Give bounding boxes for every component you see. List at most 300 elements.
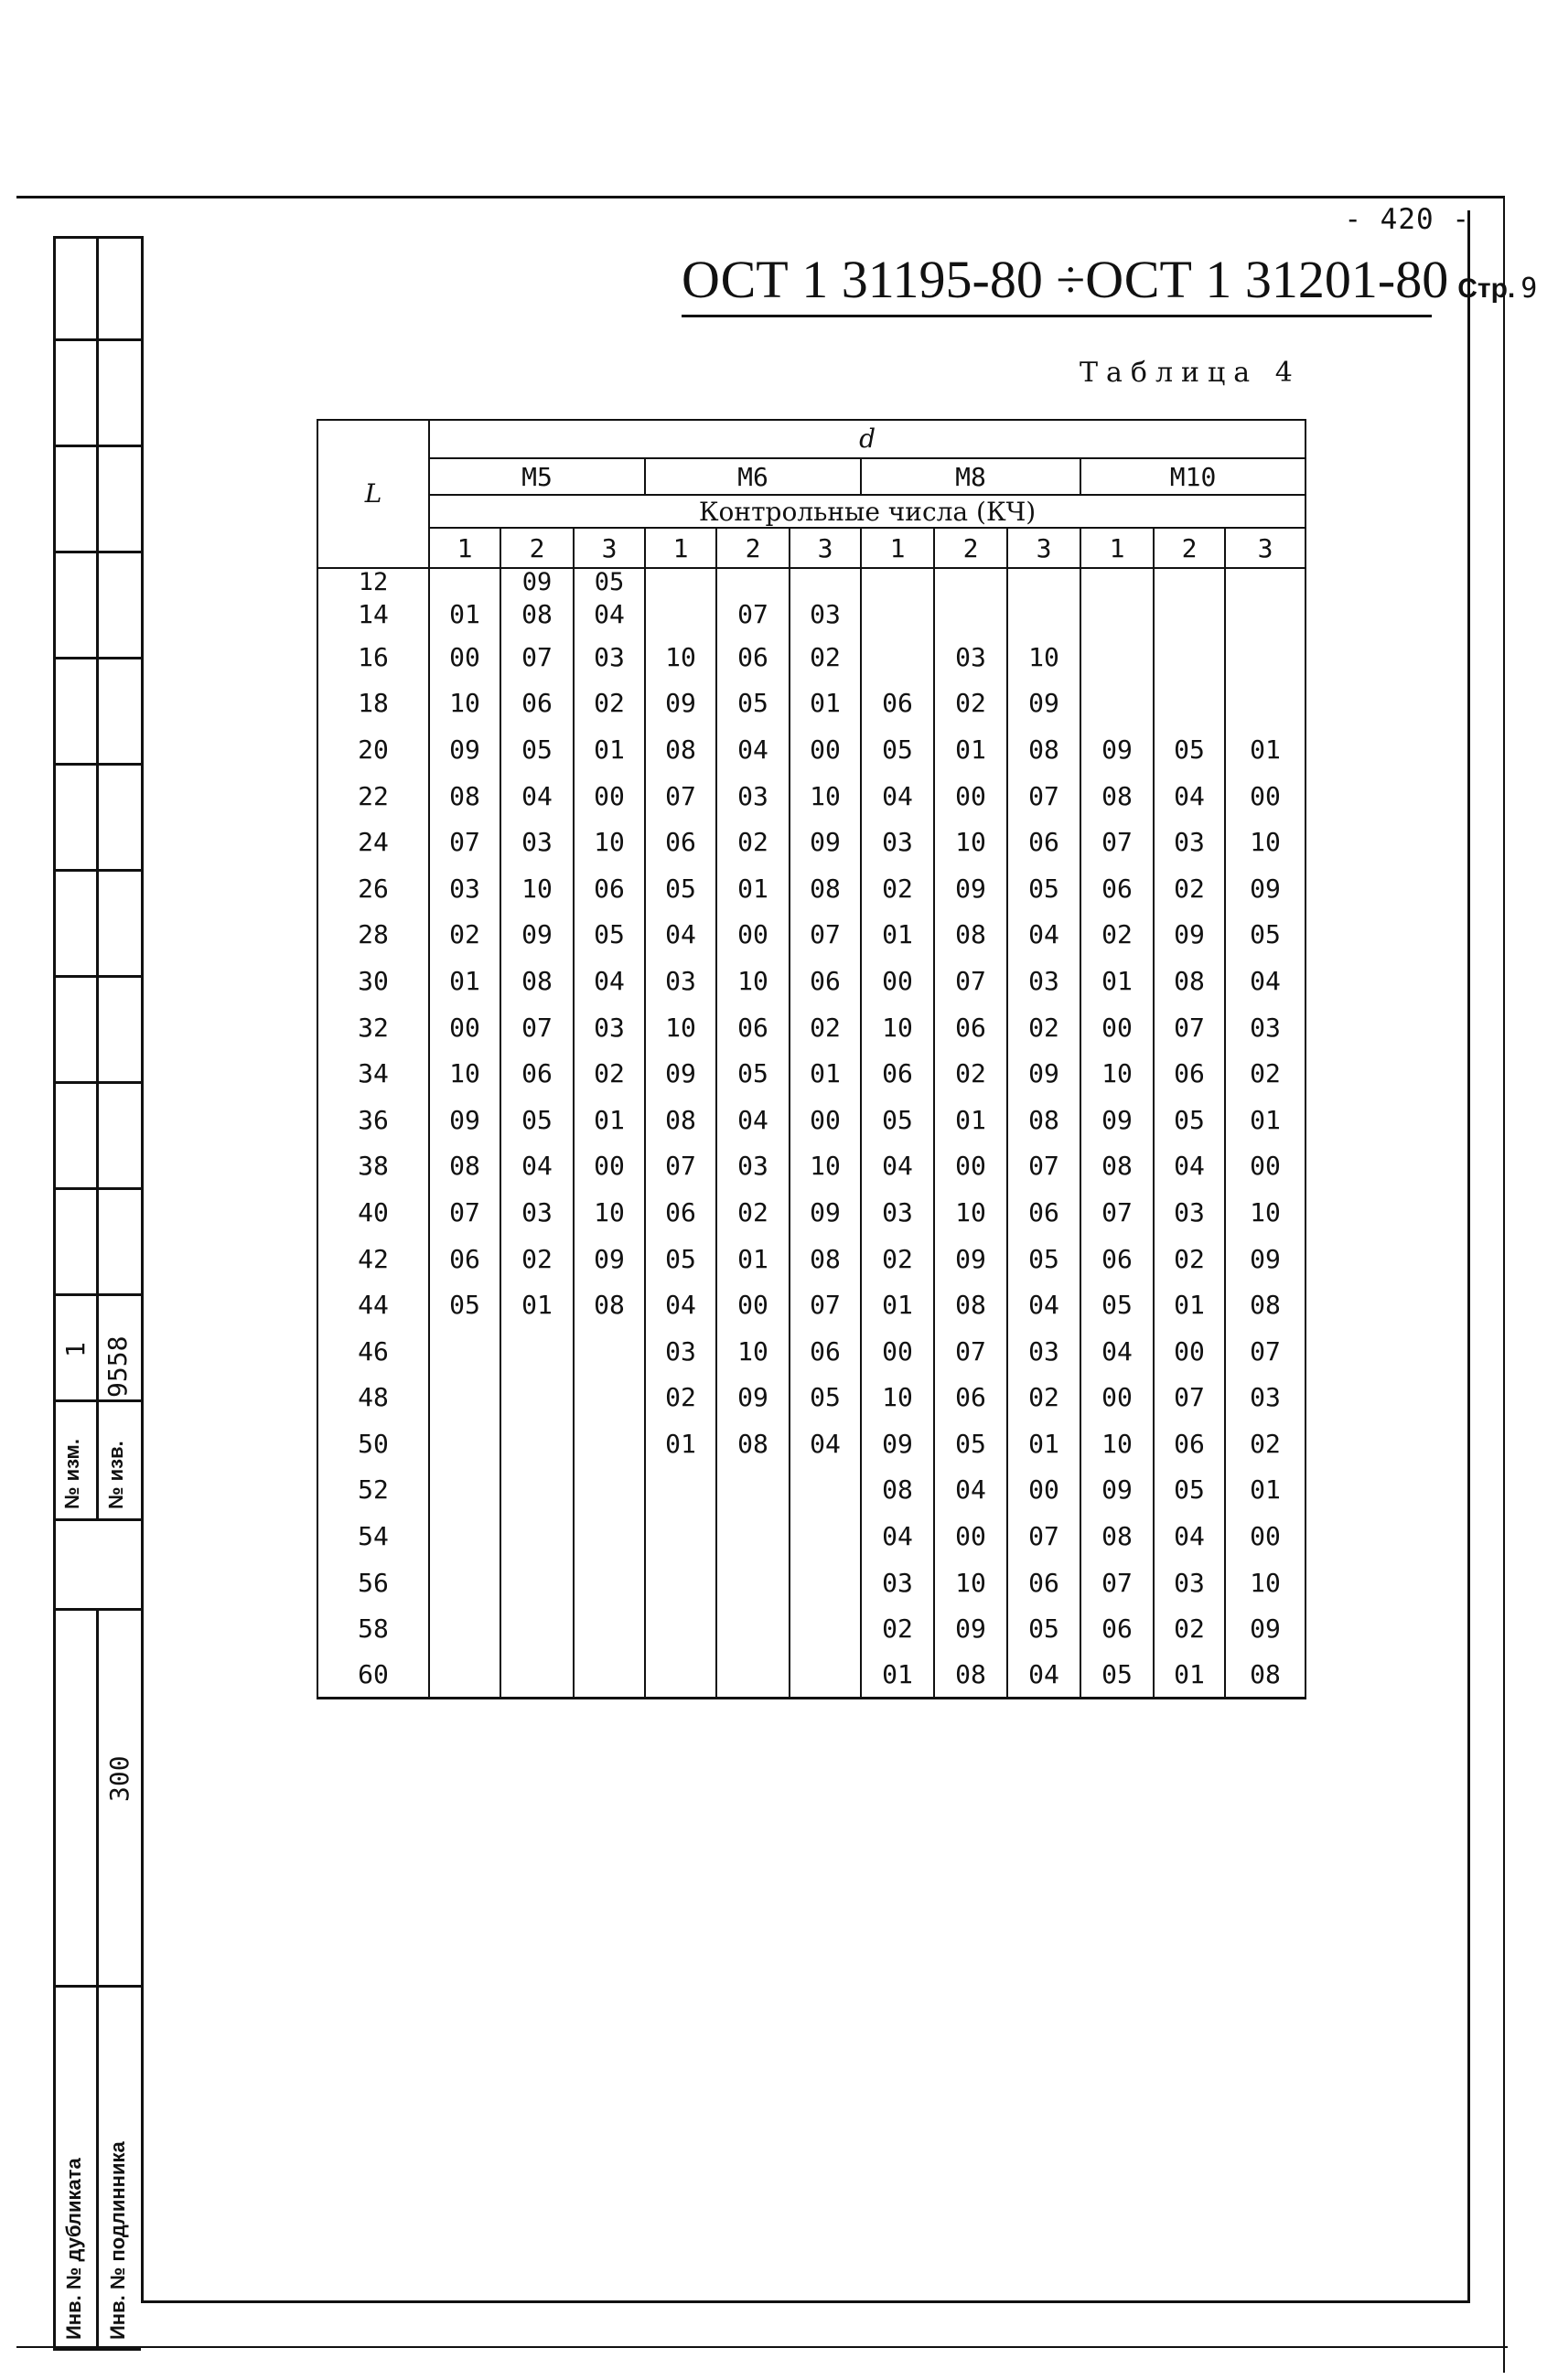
control-number-cell: 06	[429, 1236, 500, 1282]
control-number-cell: 08	[861, 1467, 934, 1514]
control-number-cell: 02	[500, 1236, 574, 1282]
control-number-cell: 06	[861, 681, 934, 727]
control-number-cell: 07	[429, 1189, 500, 1236]
group-header: М5	[429, 458, 645, 495]
control-number-cell: 01	[429, 595, 500, 634]
control-number-cell: 10	[861, 1004, 934, 1051]
control-number-cell: 00	[1225, 773, 1305, 820]
control-number-cell: 01	[716, 865, 790, 912]
control-number-cell: 05	[934, 1420, 1007, 1467]
control-number-cell: 09	[934, 865, 1007, 912]
control-number-cell	[574, 1513, 645, 1560]
control-number-cell	[1225, 634, 1305, 681]
control-number-cell	[429, 1652, 500, 1699]
control-number-cell: 09	[1007, 681, 1080, 727]
control-number-cell: 09	[1225, 1605, 1305, 1652]
change-no-label: № изм.	[60, 1439, 83, 1509]
control-number-cell	[1225, 681, 1305, 727]
control-number-cell: 07	[1080, 1189, 1154, 1236]
control-number-cell	[1007, 595, 1080, 634]
control-number-cell: 05	[716, 1050, 790, 1097]
control-number-cell	[790, 1467, 861, 1514]
control-number-cell: 08	[790, 865, 861, 912]
control-number-cell: 06	[716, 634, 790, 681]
control-number-cell: 02	[934, 681, 1007, 727]
control-number-cell: 05	[574, 568, 645, 595]
table-row	[317, 912, 1305, 959]
length-cell: 46	[317, 1328, 429, 1375]
control-number-cell: 00	[934, 1143, 1007, 1190]
control-number-cell: 08	[934, 912, 1007, 959]
control-number-cell: 00	[1154, 1328, 1225, 1375]
control-number-cell: 04	[574, 595, 645, 634]
control-number-cell	[500, 1375, 574, 1421]
page-number: - 420 -	[1344, 203, 1470, 236]
control-number-cell	[934, 595, 1007, 634]
control-number-cell: 01	[716, 1236, 790, 1282]
length-cell: 18	[317, 681, 429, 727]
control-number-cell: 00	[574, 1143, 645, 1190]
length-cell: 16	[317, 634, 429, 681]
length-cell: 30	[317, 958, 429, 1004]
control-number-cell: 09	[1080, 1097, 1154, 1143]
control-number-cell: 00	[429, 634, 500, 681]
control-number-cell	[790, 1605, 861, 1652]
group-header: М6	[645, 458, 861, 495]
table-row	[317, 1328, 1305, 1375]
control-number-cell: 06	[934, 1375, 1007, 1421]
control-number-cell: 02	[574, 1050, 645, 1097]
length-cell: 20	[317, 726, 429, 773]
control-number-cell	[790, 568, 861, 595]
control-number-cell	[574, 1652, 645, 1699]
control-number-cell: 05	[500, 726, 574, 773]
control-number-cell	[574, 1420, 645, 1467]
control-number-cell: 08	[1225, 1652, 1305, 1699]
control-number-cell: 08	[716, 1420, 790, 1467]
control-number-cell: 06	[1007, 1189, 1080, 1236]
control-number-cell: 08	[500, 958, 574, 1004]
control-number-cell: 03	[790, 595, 861, 634]
control-number-cell: 06	[861, 1050, 934, 1097]
table-row	[317, 681, 1305, 727]
control-number-cell: 03	[861, 1560, 934, 1606]
control-number-cell: 09	[1225, 865, 1305, 912]
control-number-cell	[574, 1560, 645, 1606]
control-number-cell: 01	[790, 1050, 861, 1097]
control-number-cell: 06	[1080, 1236, 1154, 1282]
control-number-cell: 09	[500, 568, 574, 595]
notice-no-value: 9558	[102, 1335, 133, 1398]
control-number-cell: 02	[574, 681, 645, 727]
control-number-cell: 08	[645, 1097, 716, 1143]
control-number-cell: 10	[1225, 819, 1305, 865]
control-number-cell	[861, 595, 934, 634]
group-header: М8	[861, 458, 1080, 495]
control-number-cell: 03	[500, 819, 574, 865]
control-number-cell: 00	[716, 1281, 790, 1328]
control-number-cell: 01	[1225, 726, 1305, 773]
control-number-cell: 05	[1080, 1652, 1154, 1699]
control-number-cell: 00	[861, 1328, 934, 1375]
sub-column-header: 2	[1154, 528, 1225, 568]
control-number-cell: 09	[429, 1097, 500, 1143]
control-number-cell: 05	[645, 865, 716, 912]
control-number-cell	[645, 568, 716, 595]
control-number-cell: 05	[1007, 865, 1080, 912]
control-number-cell: 01	[934, 726, 1007, 773]
control-number-cell: 02	[1007, 1004, 1080, 1051]
control-number-cell	[716, 1467, 790, 1514]
control-number-cell	[574, 1328, 645, 1375]
control-number-cell: 03	[1225, 1375, 1305, 1421]
control-number-cell: 00	[1080, 1004, 1154, 1051]
control-number-cell: 08	[790, 1236, 861, 1282]
table-row	[317, 1189, 1305, 1236]
control-number-cell: 03	[1007, 958, 1080, 1004]
control-number-cell: 00	[429, 1004, 500, 1051]
control-number-cell	[1154, 595, 1225, 634]
control-number-cell	[645, 1605, 716, 1652]
control-number-cell: 08	[429, 773, 500, 820]
control-number-cell: 08	[500, 595, 574, 634]
control-number-cell: 04	[861, 1513, 934, 1560]
control-number-cell: 10	[1080, 1050, 1154, 1097]
control-number-cell	[500, 1467, 574, 1514]
control-number-cell	[645, 595, 716, 634]
control-number-cell: 09	[790, 1189, 861, 1236]
control-number-cell: 10	[429, 1050, 500, 1097]
table-row	[317, 568, 1305, 595]
table-row	[317, 634, 1305, 681]
control-number-cell	[429, 1467, 500, 1514]
control-number-cell: 10	[574, 819, 645, 865]
control-number-cell	[645, 1560, 716, 1606]
left-margin-stamp	[53, 236, 141, 2351]
control-number-cell: 07	[1080, 819, 1154, 865]
control-number-cell: 01	[645, 1420, 716, 1467]
length-cell: 32	[317, 1004, 429, 1051]
control-number-cell	[716, 1605, 790, 1652]
control-number-cell: 07	[934, 958, 1007, 1004]
control-number-cell: 01	[574, 726, 645, 773]
length-cell: 48	[317, 1375, 429, 1421]
table-row	[317, 1513, 1305, 1560]
frame-left-line	[141, 236, 144, 2303]
table-row	[317, 1560, 1305, 1606]
control-number-cell: 04	[1154, 1513, 1225, 1560]
table-row	[317, 726, 1305, 773]
control-number-cell	[1080, 681, 1154, 727]
table-row	[317, 1143, 1305, 1190]
notice-no-label: № изв.	[104, 1441, 127, 1509]
control-number-cell: 05	[716, 681, 790, 727]
control-number-cell: 02	[790, 634, 861, 681]
control-number-cell	[716, 1560, 790, 1606]
control-number-cell	[1080, 634, 1154, 681]
control-number-cell: 10	[1007, 634, 1080, 681]
sub-column-header: 2	[716, 528, 790, 568]
control-number-cell: 03	[861, 1189, 934, 1236]
control-number-cell: 09	[790, 819, 861, 865]
length-cell: 58	[317, 1605, 429, 1652]
control-number-cell: 03	[429, 865, 500, 912]
control-number-cell: 04	[1225, 958, 1305, 1004]
sub-column-header: 1	[861, 528, 934, 568]
control-number-cell: 03	[1225, 1004, 1305, 1051]
control-number-cell: 01	[1080, 958, 1154, 1004]
control-number-cell: 05	[1154, 1097, 1225, 1143]
control-numbers-header: Контрольные числа (КЧ)	[429, 495, 1305, 528]
control-number-cell: 03	[645, 958, 716, 1004]
frame-bottom-line	[141, 2300, 1470, 2303]
control-number-cell: 02	[790, 1004, 861, 1051]
control-number-cell: 02	[1154, 1605, 1225, 1652]
control-number-cell: 07	[500, 634, 574, 681]
table-row	[317, 773, 1305, 820]
sub-column-header: 2	[500, 528, 574, 568]
control-number-cell: 04	[1080, 1328, 1154, 1375]
control-number-cell: 09	[645, 1050, 716, 1097]
d-header: d	[429, 420, 1305, 458]
control-number-cell: 06	[1080, 1605, 1154, 1652]
control-number-cell: 02	[1225, 1050, 1305, 1097]
control-number-cell: 07	[1154, 1004, 1225, 1051]
control-number-cell: 00	[934, 773, 1007, 820]
control-number-cell: 09	[429, 726, 500, 773]
control-number-cell: 10	[574, 1189, 645, 1236]
control-number-cell: 03	[500, 1189, 574, 1236]
length-cell: 24	[317, 819, 429, 865]
control-number-cell: 10	[861, 1375, 934, 1421]
length-cell: 52	[317, 1467, 429, 1514]
control-number-cell: 05	[1154, 1467, 1225, 1514]
control-number-cell: 07	[645, 1143, 716, 1190]
control-number-cell: 04	[934, 1467, 1007, 1514]
control-number-cell: 07	[716, 595, 790, 634]
right-edge-rule	[1503, 196, 1505, 2373]
table-row	[317, 1097, 1305, 1143]
length-cell: 12	[317, 568, 429, 595]
control-number-cell: 01	[1007, 1420, 1080, 1467]
control-number-cell	[790, 1513, 861, 1560]
control-number-cell: 10	[716, 1328, 790, 1375]
control-number-cell: 08	[934, 1652, 1007, 1699]
control-number-cell: 03	[574, 634, 645, 681]
control-number-cell: 09	[645, 681, 716, 727]
control-number-cell: 07	[429, 819, 500, 865]
length-cell: 54	[317, 1513, 429, 1560]
table-row	[317, 1467, 1305, 1514]
control-number-cell: 04	[790, 1420, 861, 1467]
control-number-cell: 04	[1007, 912, 1080, 959]
control-number-cell: 06	[500, 681, 574, 727]
control-number-cell: 08	[645, 726, 716, 773]
control-number-cell: 06	[500, 1050, 574, 1097]
page-label: Стр.	[1457, 273, 1516, 304]
control-number-cell: 04	[500, 773, 574, 820]
control-number-cell	[500, 1513, 574, 1560]
length-cell: 36	[317, 1097, 429, 1143]
control-number-cell: 10	[934, 1189, 1007, 1236]
control-number-cell: 08	[934, 1281, 1007, 1328]
control-number-cell: 01	[500, 1281, 574, 1328]
control-number-cell: 03	[716, 1143, 790, 1190]
length-cell: 22	[317, 773, 429, 820]
control-number-cell: 05	[1007, 1605, 1080, 1652]
control-number-cell: 05	[500, 1097, 574, 1143]
sub-column-header: 1	[429, 528, 500, 568]
control-number-cell	[1225, 595, 1305, 634]
control-number-cell: 03	[1007, 1328, 1080, 1375]
control-number-cell: 07	[1154, 1375, 1225, 1421]
control-number-cell: 01	[1225, 1097, 1305, 1143]
control-number-cell: 07	[1007, 773, 1080, 820]
control-number-cell: 06	[1007, 1560, 1080, 1606]
sub-column-header: 3	[574, 528, 645, 568]
control-number-cell	[500, 1328, 574, 1375]
control-number-cell: 07	[645, 773, 716, 820]
table-row	[317, 1004, 1305, 1051]
length-cell: 50	[317, 1420, 429, 1467]
control-number-cell: 01	[574, 1097, 645, 1143]
control-number-cell: 02	[1225, 1420, 1305, 1467]
control-number-cell: 04	[1007, 1652, 1080, 1699]
control-number-cell: 07	[934, 1328, 1007, 1375]
control-number-cell	[790, 1652, 861, 1699]
sub-column-header: 3	[1007, 528, 1080, 568]
control-number-cell	[429, 1513, 500, 1560]
table-row	[317, 595, 1305, 634]
change-no-value: 1	[60, 1342, 91, 1357]
control-number-cell: 00	[790, 1097, 861, 1143]
control-number-cell: 07	[790, 912, 861, 959]
control-number-cell: 06	[790, 958, 861, 1004]
control-number-cell	[1007, 568, 1080, 595]
control-number-cell	[429, 1560, 500, 1606]
control-number-cell: 03	[1154, 1189, 1225, 1236]
control-number-cell: 02	[645, 1375, 716, 1421]
control-number-cell: 00	[1225, 1143, 1305, 1190]
control-number-cell: 06	[790, 1328, 861, 1375]
control-number-cell: 00	[716, 912, 790, 959]
control-number-cell: 05	[1225, 912, 1305, 959]
control-number-cell	[645, 1513, 716, 1560]
control-number-cell: 09	[934, 1605, 1007, 1652]
original-inventory-label: Инв. № подлинника	[106, 2141, 129, 2340]
control-number-cell	[1225, 568, 1305, 595]
control-number-cell: 08	[1154, 958, 1225, 1004]
control-number-cell: 01	[934, 1097, 1007, 1143]
control-number-cell	[1080, 595, 1154, 634]
control-number-cell: 08	[429, 1143, 500, 1190]
control-number-cell: 04	[645, 912, 716, 959]
control-number-cell: 06	[645, 819, 716, 865]
control-number-cell: 07	[790, 1281, 861, 1328]
control-number-cell: 05	[861, 1097, 934, 1143]
control-number-cell: 00	[1225, 1513, 1305, 1560]
control-number-cell: 00	[861, 958, 934, 1004]
control-number-cell	[574, 1467, 645, 1514]
control-number-cell: 07	[1225, 1328, 1305, 1375]
control-number-cell	[500, 1560, 574, 1606]
table-row	[317, 865, 1305, 912]
control-number-cell: 01	[861, 1281, 934, 1328]
control-number-cell: 01	[790, 681, 861, 727]
control-number-cell: 02	[861, 865, 934, 912]
table-row	[317, 1605, 1305, 1652]
sub-column-header: 3	[790, 528, 861, 568]
length-cell: 42	[317, 1236, 429, 1282]
bottom-rule	[16, 2346, 1508, 2348]
control-number-cell: 03	[861, 819, 934, 865]
control-number-cell: 09	[1007, 1050, 1080, 1097]
length-cell: 26	[317, 865, 429, 912]
duplicate-inventory-label: Инв. № дубликата	[62, 2158, 85, 2340]
control-number-cell	[429, 1420, 500, 1467]
sub-column-header: 2	[934, 528, 1007, 568]
length-cell: 44	[317, 1281, 429, 1328]
control-number-cell: 10	[1225, 1560, 1305, 1606]
control-number-cell: 00	[1007, 1467, 1080, 1514]
control-number-cell: 05	[574, 912, 645, 959]
control-number-cell: 05	[1154, 726, 1225, 773]
control-number-cell	[1154, 568, 1225, 595]
control-number-cell: 05	[1007, 1236, 1080, 1282]
table-row	[317, 1375, 1305, 1421]
control-number-cell: 04	[645, 1281, 716, 1328]
control-number-cell: 01	[429, 958, 500, 1004]
control-number-cell	[861, 568, 934, 595]
control-number-cell: 09	[500, 912, 574, 959]
control-number-cell	[934, 568, 1007, 595]
control-number-cell: 05	[429, 1281, 500, 1328]
control-number-cell: 02	[1154, 1236, 1225, 1282]
length-cell: 60	[317, 1652, 429, 1699]
table-row	[317, 1652, 1305, 1699]
control-number-cell: 01	[861, 1652, 934, 1699]
control-number-cell	[500, 1652, 574, 1699]
control-number-cell: 09	[861, 1420, 934, 1467]
control-number-cell: 06	[574, 865, 645, 912]
control-number-cell	[500, 1605, 574, 1652]
length-cell: 38	[317, 1143, 429, 1190]
control-number-cell: 02	[934, 1050, 1007, 1097]
row-header-L: L	[317, 420, 429, 568]
control-number-cell: 02	[861, 1605, 934, 1652]
table-row	[317, 1420, 1305, 1467]
control-number-cell	[429, 1375, 500, 1421]
control-number-cell: 04	[1007, 1281, 1080, 1328]
control-number-cell: 05	[645, 1236, 716, 1282]
table-row	[317, 1050, 1305, 1097]
length-cell: 40	[317, 1189, 429, 1236]
frame-right-line	[1467, 210, 1470, 2303]
control-number-cell: 03	[645, 1328, 716, 1375]
control-number-cell: 08	[1080, 1513, 1154, 1560]
control-number-cell: 06	[1080, 865, 1154, 912]
control-number-cell: 09	[716, 1375, 790, 1421]
document-code: ОСТ 1 31195-80 ÷ОСТ 1 31201-80	[682, 250, 1449, 309]
control-number-cell: 10	[934, 819, 1007, 865]
control-number-cell	[1154, 634, 1225, 681]
document-code-header	[682, 245, 1538, 317]
length-cell: 28	[317, 912, 429, 959]
control-number-cell: 06	[934, 1004, 1007, 1051]
control-number-cell: 07	[1007, 1513, 1080, 1560]
table-row	[317, 1236, 1305, 1282]
table-caption: Таблица 4	[1080, 357, 1301, 389]
